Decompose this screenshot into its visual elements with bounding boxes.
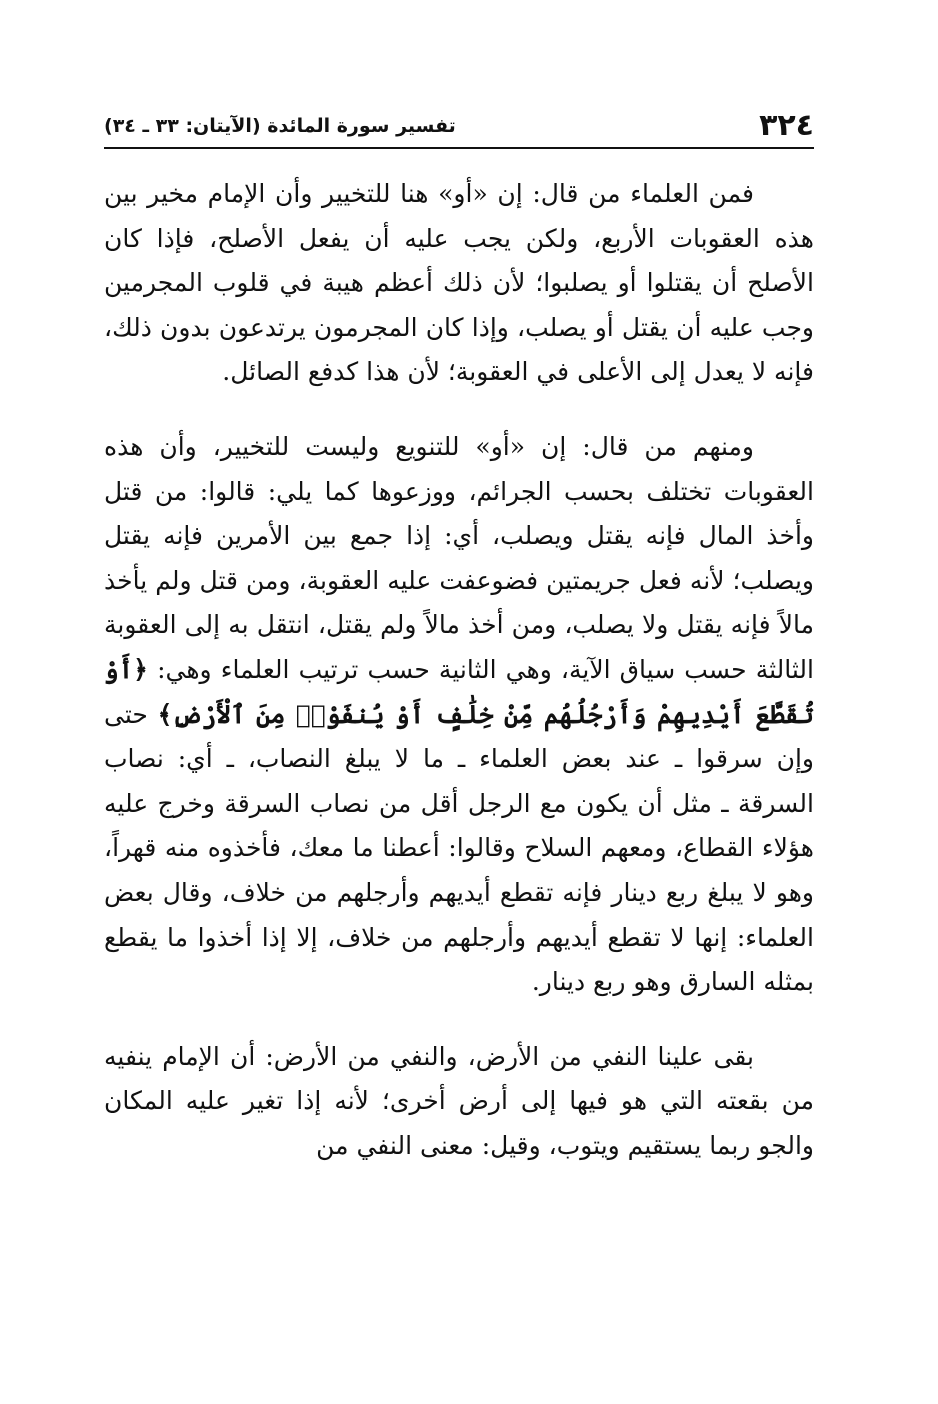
page-body bbox=[104, 172, 814, 1168]
paragraph-2-before-quote: ومنهم من قال: إن «أو» للتنويع وليست للتخيير، وأن هذه العقوبات تختلف بحسب الجرائم، ووزعوها كما يلي: قالوا: من قتل وأخذ المال فإنه يقتل ويصلب، أي: إذا جمع بين الأمرين فإنه يقتل ويصلب؛ لأنه فعل جريمتين فضوعفت عليه العقوبة، ومن قتل ولم يأخذ مالاً فإنه يقتل ولا يصلب، ومن أخذ مالاً ولم يقتل، انتقل به إلى العقوبة الثالثة حسب سياق الآية، وهي الثانية حسب ترتيب العلماء وهي: bbox=[104, 431, 814, 684]
header-divider bbox=[104, 147, 814, 149]
paragraph-1 bbox=[104, 172, 814, 395]
paragraph-3 bbox=[104, 1035, 814, 1169]
quran-verse-quote: ﴿أَوْ تُقَطَّعَ أَيْدِيهِمْ وَأَرْجُلُهُم مِّنْ خِلَٰفٍ أَوْ يُنفَوْا۟ مِنَ ٱلْأَرْضِ﴾ bbox=[104, 654, 814, 729]
paragraph-1-text: فمن العلماء من قال: إن «أو» هنا للتخيير وأن الإمام مخير بين هذه العقوبات الأربع، ولكن يجب عليه أن يفعل الأصلح، فإذا كان الأصلح أن يقتلوا أو يصلبوا؛ لأن ذلك أعظم هيبة في قلوب المجرمين وجب عليه أن يقتل أو يصلب، وإذا كان المجرمون يرتدعون بدون ذلك، فإنه لا يعدل إلى الأعلى في العقوبة؛ لأن هذا كدفع الصائل. bbox=[104, 179, 814, 387]
page-number: ٣٢٤ bbox=[759, 108, 814, 143]
paragraph-3-text: بقى علينا النفي من الأرض، والنفي من الأرض: أن الإمام ينفيه من بقعته التي هو فيها إلى أرض أخرى؛ لأنه إذا تغير عليه المكان والجو ربما يستقيم ويتوب، وقيل: معنى النفي من bbox=[104, 1041, 814, 1160]
paragraph-2-after-quote: حتى وإن سرقوا ـ عند بعض العلماء ـ ما لا يبلغ النصاب، ـ أي: نصاب السرقة ـ مثل أن يكون مع الرجل أقل من نصاب السرقة وخرج عليه هؤلاء القطاع، ومعهم السلاح وقالوا: أعطنا ما معك، فأخذوه منه قهراً، وهو لا يبلغ ربع دينار فإنه تقطع أيديهم وأرجلهم من خلاف، وقال بعض العلماء: إنها لا تقطع أيديهم وأرجلهم من خلاف، إلا إذا أخذوا ما يقطع بمثله السارق وهو ربع دينار. bbox=[104, 699, 814, 997]
running-title: تفسير سورة المائدة (الآيتان: ٣٣ ـ ٣٤) bbox=[104, 115, 456, 137]
page-header bbox=[104, 100, 814, 146]
paragraph-2 bbox=[104, 425, 814, 1005]
